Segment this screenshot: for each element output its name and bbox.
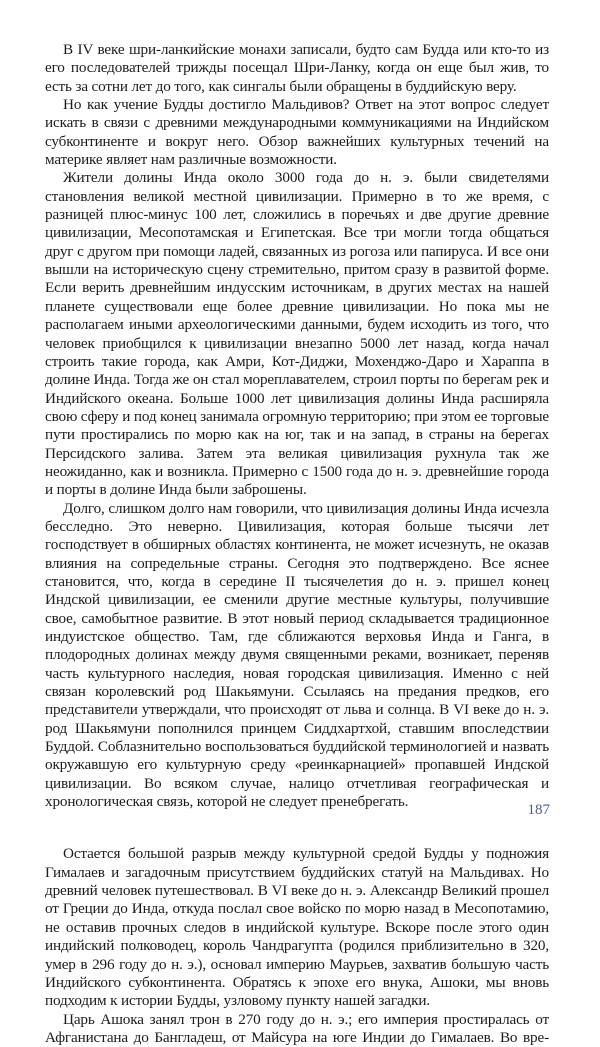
page-number: 187 [527,802,550,818]
paragraph-maldives-question: Но как учение Будды достигло Мальдивов? Ответ на этот вопрос следует искать в связи с древними международными коммуникациями на Индийском субконтиненте и вокруг него. Обзор важнейших культурных течений на материке являет нам различные возможности. [45,96,549,169]
paragraph-ashoka: Царь Ашока занял трон в 270 году до н. э.; его империя простиралась от Афганистана до Бангладеш, от Майсура на юге Индии до Гималаев. Во вре- [45,1010,549,1046]
paragraph-indus-legacy: Долго, слишком долго нам говорили, что цивилизация долины Инда исчезла бесследно. Это неверно. Цивилизация, которая больше тысячи лет господствует в обширных областях континента, не может исчезнуть, не оказав влияния на сопредельные страны. Сегодня это подтверждено. Все яснее становится, что, когда в середине II тысячелетия до н. э. пришел конец Индской цивилизации, ее сменили другие местные культуры, получившие свое, самобытное развитие. В этот новый период складывается традиционное индуистское общество. Там, где сближаются верховья Инда и Ганга, в плодородных долинах между двумя священными реками, возникает, переняв часть культурного наследия, новая городская цивилизация. Именно с ней связан королевский род Шакьямуни. Ссылаясь на предания предков, его представители утверждали, что происходят от льва и солнца. В VI веке до н. э. род Шакьямуни пополнился принцем Сиддхартхой, ставшим впоследствии Буддой. Соблазнительно воспользоваться буддийской терминологией и назвать окружавшую его культурную среду «реинкарнацией» пропавшей Индской цивилизации. Во всяком случае, налицо отчетливая географическая и хронологическая связь, которой не следует пренебрегать. [45,499,549,811]
section-break [45,811,549,845]
paragraph-buddha-maldives-gap: Остается большой разрыв между культурной средой Будды у подножия Гималаев и загадочным присутствием буддийских статуй на Мальдивах. Но древний человек путешествовал. В VI веке до н. э. Александр Великий прошел от Греции до Инда, откуда послал свое войско по морю назад в Месопотамию, не оставив прочных следов в индийской культуре. Вскоре после этого один индийский полководец, король Чандрагупта (родился приблизительно в 320, умер в 296 году до н. э.), основал империю Маурьев, захватив большую часть Индийского субконтинента. Обратясь к эпохе его внука, Ашоки, мы вновь подходим к истории Будды, узловому пункту нашей загадки. [45,845,549,1010]
paragraph-indus-civilization: Жители долины Инда около 3000 года до н. э. были свидетелями становления великой местной цивилизации. Примерно в то же время, с разницей плюс-минус 100 лет, сложились в поречьях и две другие древние цивилизации, Месопотамская и Египетская. Все три могли тогда общаться друг с другом при помощи ладей, связанных из рогоза или папируса. И все они вышли на историческую сцену стремительно, притом сразу в развитой форме. Если верить древнейшим индусским источникам, в других местах на нашей планете существовали еще более древние цивилизации. Но пока мы не располагаем иными археологическими данными, будем исходить из того, что человек приобщился к цивилизации внезапно 5000 лет назад, когда начал строить такие города, как Амри, Кот-Диджи, Мохенджо-Даро и Хараппа в долине Инда. Тогда же он стал мореплавателем, строил порты по берегам рек и Индийского океана. Больше 1000 лет цивилизация долины Инда расширяла свою сферу и под конец занимала огромную территорию; при этом ее торговые пути простирались по морю как на юг, так и на запад, в страны на берегах Персидского залива. Затем эта великая цивилизация рухнула так же неожиданно, как и возникла. Примерно с 1500 года до н. э. древнейшие города и порты в долине Инда были заброшены. [45,169,549,499]
paragraph-sri-lanka-monks: В IV веке шри-ланкийские монахи записали, будто сам Будда или кто-то из его последователей трижды посещал Шри-Ланку, когда он еще был жив, то есть за сотни лет до того, как сингалы были обращены в буддийскую веру. [45,41,549,95]
page-body [45,41,549,1047]
